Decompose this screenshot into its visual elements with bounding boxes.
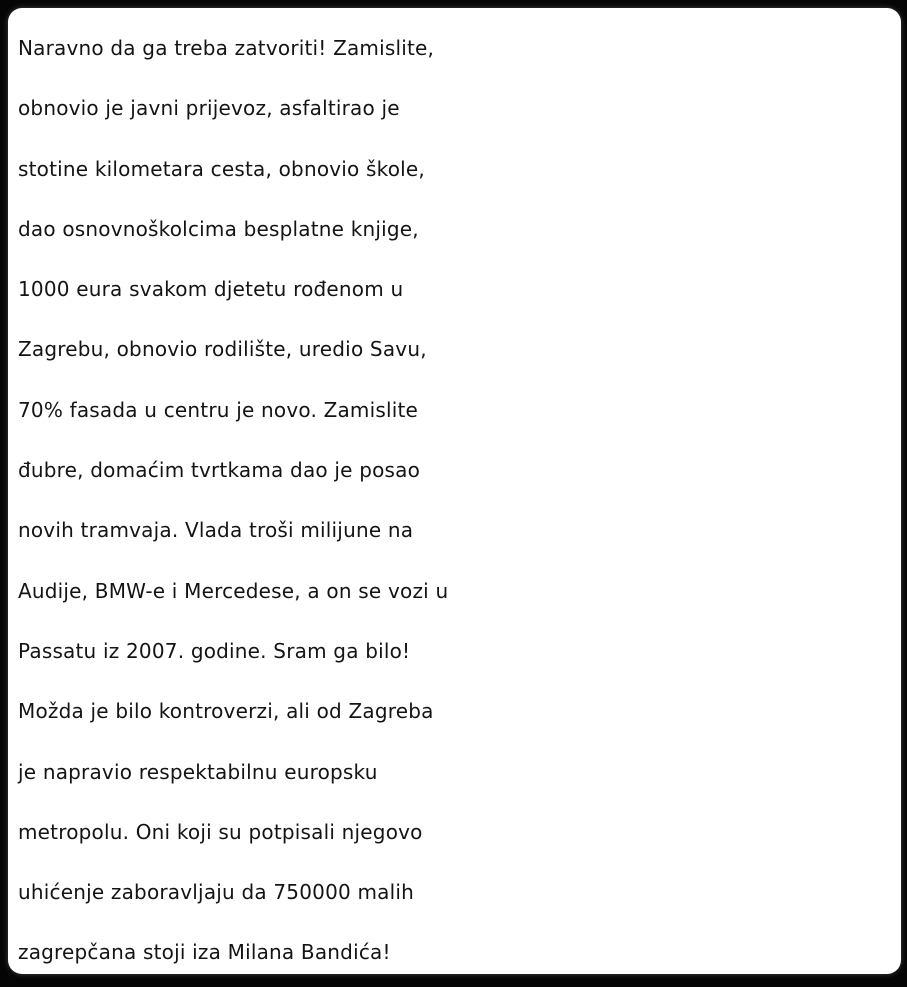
text-line: 70% fasada u centru je novo. Zamislite	[18, 397, 419, 422]
text-line: 1000 eura svakom djetetu rođenom u	[18, 277, 404, 302]
text-line: dao osnovnoškolcima besplatne knjige,	[18, 216, 419, 241]
text-line: novih tramvaja. Vlada troši milijune na	[18, 518, 414, 543]
text-line: Naravno da ga treba zatvoriti! Zamislite,	[18, 36, 435, 60]
text-line: uhićenje zaboravljaju da 750000 malih	[18, 880, 415, 905]
text-line: stotine kilometara cesta, obnovio škole,	[18, 156, 425, 181]
text-line: je napravio respektabilnu europsku	[18, 759, 378, 784]
text-line: đubre, domaćim tvrtkama dao je posao	[18, 458, 421, 483]
text-line: Audije, BMW-e i Mercedese, a on se vozi u	[18, 578, 449, 603]
text-card	[8, 8, 901, 974]
text-line: obnovio je javni prijevoz, asfaltirao je	[18, 96, 400, 121]
text-line: zagrepčana stoji iza Milana Bandića!	[18, 940, 391, 965]
text-line: metropolu. Oni koji su potpisali njegovo	[18, 819, 423, 844]
text-line: Passatu iz 2007. godine. Sram ga bilo!	[18, 638, 411, 663]
post-text	[18, 18, 898, 974]
text-line: Možda je bilo kontroverzi, ali od Zagreba	[18, 699, 434, 724]
text-line: Zagrebu, obnovio rodilište, uredio Savu,	[18, 337, 427, 362]
